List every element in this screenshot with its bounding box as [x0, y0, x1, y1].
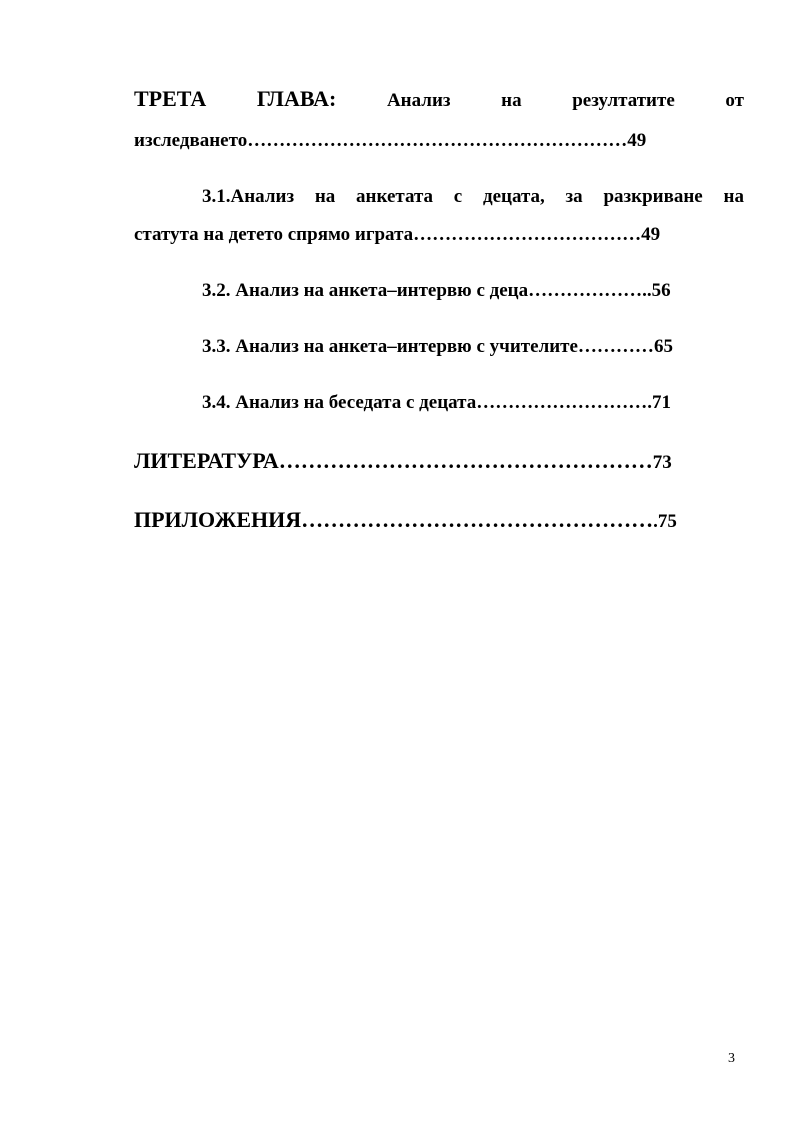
toc-entry-page: .75	[653, 511, 677, 532]
toc-chapter3-word: ТРЕТА	[134, 86, 207, 111]
toc-section-word: децата,	[482, 186, 545, 207]
toc-entry-page: 56	[651, 280, 671, 301]
toc-section-3-1[interactable]	[202, 187, 744, 206]
toc-section-word: на	[314, 186, 336, 207]
toc-appendices[interactable]	[134, 509, 677, 531]
toc-section-word: на	[723, 186, 744, 207]
toc-section-word: анкетата	[356, 186, 434, 207]
toc-section-word: 3.1.Анализ	[202, 186, 295, 207]
toc-entry-text: ЛИТЕРАТУРА……………………………………………	[134, 448, 653, 473]
toc-literature[interactable]	[134, 450, 672, 472]
toc-chapter3-continuation[interactable]: изследването……………………………………………………49	[134, 130, 647, 151]
toc-chapter3-word: от	[725, 90, 744, 111]
toc-chapter3-heading	[134, 88, 744, 110]
toc-section-3-1-continuation[interactable]: статута на детето спрямо играта………………………………49	[134, 224, 661, 245]
page-number: 3	[728, 1051, 735, 1066]
toc-chapter3-word: Анализ	[386, 90, 451, 111]
toc-entry-text: 3.2. Анализ на анкета–интервю с деца………………..	[202, 280, 652, 301]
toc-section-3-3[interactable]	[202, 337, 673, 356]
toc-entry-text: 3.3. Анализ на анкета–интервю с учителите…………	[202, 336, 654, 357]
toc-entry-text: 3.4. Анализ на беседата с децата………………………	[202, 392, 648, 413]
toc-section-3-4[interactable]	[202, 393, 671, 412]
toc-section-word: с	[453, 186, 463, 207]
toc-section-3-2[interactable]	[202, 281, 671, 300]
toc-section-word: за	[565, 186, 583, 207]
toc-section-word: разкриване	[603, 186, 703, 207]
toc-entry-text: ПРИЛОЖЕНИЯ…………………………………………	[134, 507, 654, 532]
toc-chapter3-word: на	[501, 90, 522, 111]
toc-entry-page: 73	[652, 452, 672, 473]
toc-chapter3-word: резултатите	[572, 90, 675, 111]
toc-entry-page: 65	[653, 336, 673, 357]
toc-chapter3-word: ГЛАВА:	[256, 86, 337, 111]
toc-entry-page: .71	[647, 392, 671, 413]
